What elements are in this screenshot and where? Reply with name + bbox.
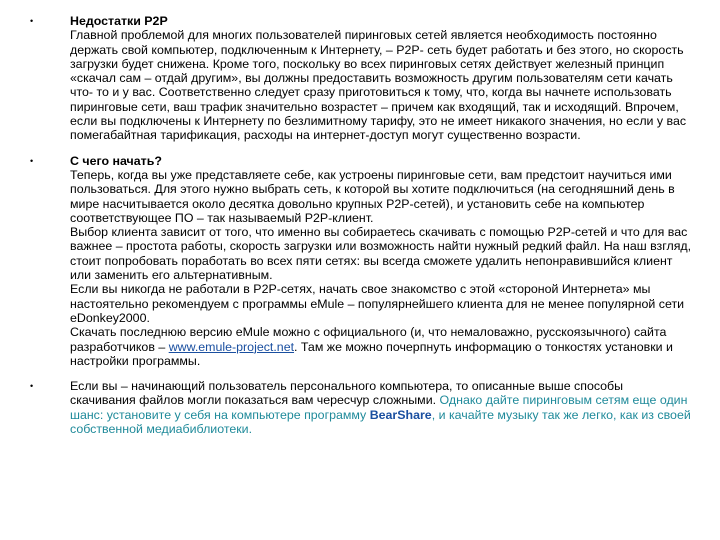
download-paragraph bbox=[70, 325, 692, 368]
paragraph: Главной проблемой для многих пользователей пиринговых сетей является необходимость постоянно держать свой компьютер, подключенным к Интернету, – P2P- сеть будет работать и без этого, но скорость загрузки будет снижена. Кроме того, поскольку во всех пиринговых сетях действует железный принцип «скачал сам – отдай другим», вы должны предоставить возможность другим пользователям сети качать что- то и у вас. Соответственно следует сразу приготовиться к тому, что, когда вы начнете использовать пиринговые сети, ваш трафик значительно возрастет – причем как входящий, так и исходящий. Впрочем, если вы подключены к Интернету по безлимитному тарифу, это не имеет никакого значения, но если у вас помегабайтная тарификация, расходы на интернет-доступ могут существенно возрасти. bbox=[70, 28, 687, 143]
download-text-after: . Там же можно почерпнуть информацию о тонкостях установки и настройки программы. bbox=[70, 339, 673, 368]
bullet-item-getting-started bbox=[28, 154, 692, 368]
intro-text: Если вы – начинающий пользователь персонального компьютера, то описанные выше способы скачивания файлов могли показаться вам чересчур сложными. bbox=[70, 379, 624, 408]
bearshare-paragraph bbox=[70, 379, 692, 436]
bullet-dot: • bbox=[30, 155, 34, 166]
bullet-dot: • bbox=[30, 381, 34, 392]
paragraph: Если вы никогда не работали в P2P-сетях, начать свое знакомство с этой «стороной Интернета» мы настоятельно рекомендуем с программы eMule – популярнейшего клиента для не менее популярной сети eDonkey2000. bbox=[70, 282, 685, 325]
emule-site-link[interactable]: www.emule-project.net bbox=[168, 339, 295, 354]
bullet-item-bearshare bbox=[28, 379, 692, 436]
paragraph: Выбор клиента зависит от того, что именно вы собираетесь скачивать с помощью P2P-сетей и что для вас важнее – простота работы, скорость загрузки или возможность найти нужный редкий файл. На наш взгляд, стоит попробовать поработать во всех пяти сетях: вы всегда сможете удалить непонравившийся клиент или заменить его альтернативным. bbox=[70, 225, 692, 283]
highlight-text-before: Однако дайте пиринговым сетям еще один шанс: установите у себя на компьютере программу bbox=[70, 393, 688, 422]
section-heading: С чего начать? bbox=[70, 153, 162, 168]
bullet-list bbox=[28, 14, 692, 447]
section-heading: Недостатки P2P bbox=[70, 14, 168, 28]
bearshare-brand: BearShare bbox=[369, 407, 432, 422]
bullet-item-p2p-drawbacks bbox=[28, 14, 692, 143]
paragraph: Теперь, когда вы уже представляете себе, как устроены пиринговые сети, вам предстоит научиться ими пользоваться. Для этого нужно выбрать сеть, к которой вы хотите подключиться (на сегодняшний день в мире насчитывается около десятка довольно крупных P2P-сетей), и установить себе на компьютер соответствующее ПО – так называемый P2P-клиент. bbox=[70, 167, 675, 225]
download-text-before: Скачать последнюю версию eMule можно с официального (и, что немаловажно, русскоязычного) сайта разработчиков – bbox=[70, 325, 667, 354]
highlight-text-after: , и качайте музыку так же легко, как из своей собственной медиабиблиотеки. bbox=[70, 407, 691, 437]
bullet-dot: • bbox=[30, 16, 34, 26]
